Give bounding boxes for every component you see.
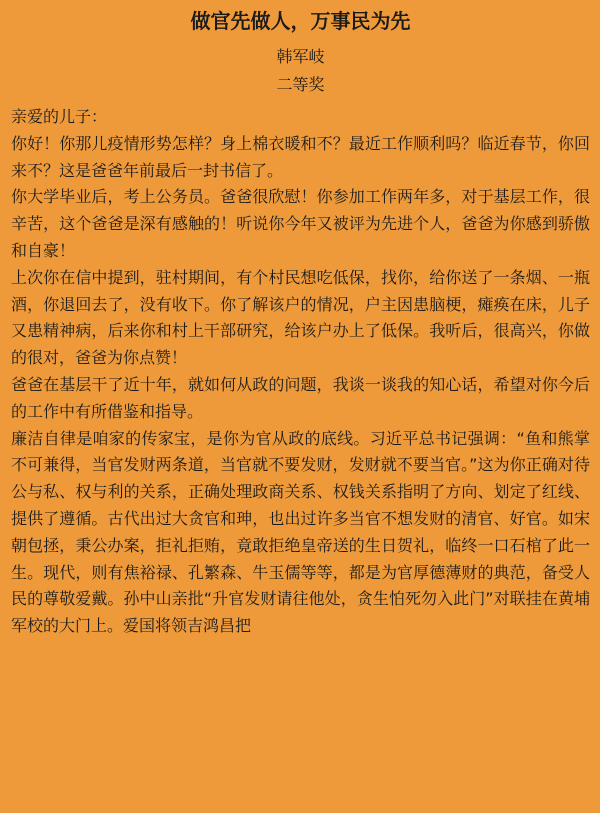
article-body bbox=[11, 104, 590, 640]
paragraph: 廉洁自律是咱家的传家宝，是你为官从政的底线。习近平总书记强调：“鱼和熊掌不可兼得，当官发财两条道，当官就不要发财，发财就不要当官。”这为你正确对待公与私、权与利的关系，正确处理政商关系、权钱关系指明了方向、划定了红线、提供了遵循。古代出过大贪官和珅，也出过许多当官不想发财的清官、好官。如宋朝包拯，秉公办案，拒礼拒贿，竟敢拒绝皇帝送的生日贺礼，临终一口石棺了此一生。现代，则有焦裕禄、孔繁森、牛玉儒等等，都是为官厚德薄财的典范，备受人民的尊敬爱戴。孙中山亲批“升官发财请往他处，贪生怕死勿入此门”对联挂在黄埔军校的大门上。爱国将领吉鸿昌把 bbox=[11, 428, 590, 636]
paragraph: 你大学毕业后，考上公务员。爸爸很欣慰！你参加工作两年多，对于基层工作，很辛苦，这个爸爸是深有感触的！听说你今年又被评为先进个人，爸爸为你感到骄傲和自豪！ bbox=[11, 187, 590, 260]
paragraph: 上次你在信中提到，驻村期间，有个村民想吃低保，找你，给你送了一条烟、一瓶酒，你退回去了，没有收下。你了解该户的情况，户主因患脑梗，瘫痪在床，儿子又患精神病，后来你和村上干部研究，给该户办上了低保。我听后，很高兴，你做的很对，爸爸为你点赞！ bbox=[11, 267, 590, 368]
paragraph: 你好！你那儿疫情形势怎样？身上棉衣暖和不？最近工作顺利吗？临近春节，你回来不？这是爸爸年前最后一封书信了。 bbox=[11, 133, 590, 180]
award-label: 二等奖 bbox=[276, 75, 325, 94]
article-title: 做官先做人，万事民为先 bbox=[190, 9, 411, 33]
salutation: 亲爱的儿子： bbox=[11, 107, 108, 126]
author-name: 韩军岐 bbox=[276, 47, 325, 66]
paragraph: 爸爸在基层干了近十年，就如何从政的问题，我谈一谈我的知心话，希望对你今后的工作中有所借鉴和指导。 bbox=[11, 374, 590, 421]
